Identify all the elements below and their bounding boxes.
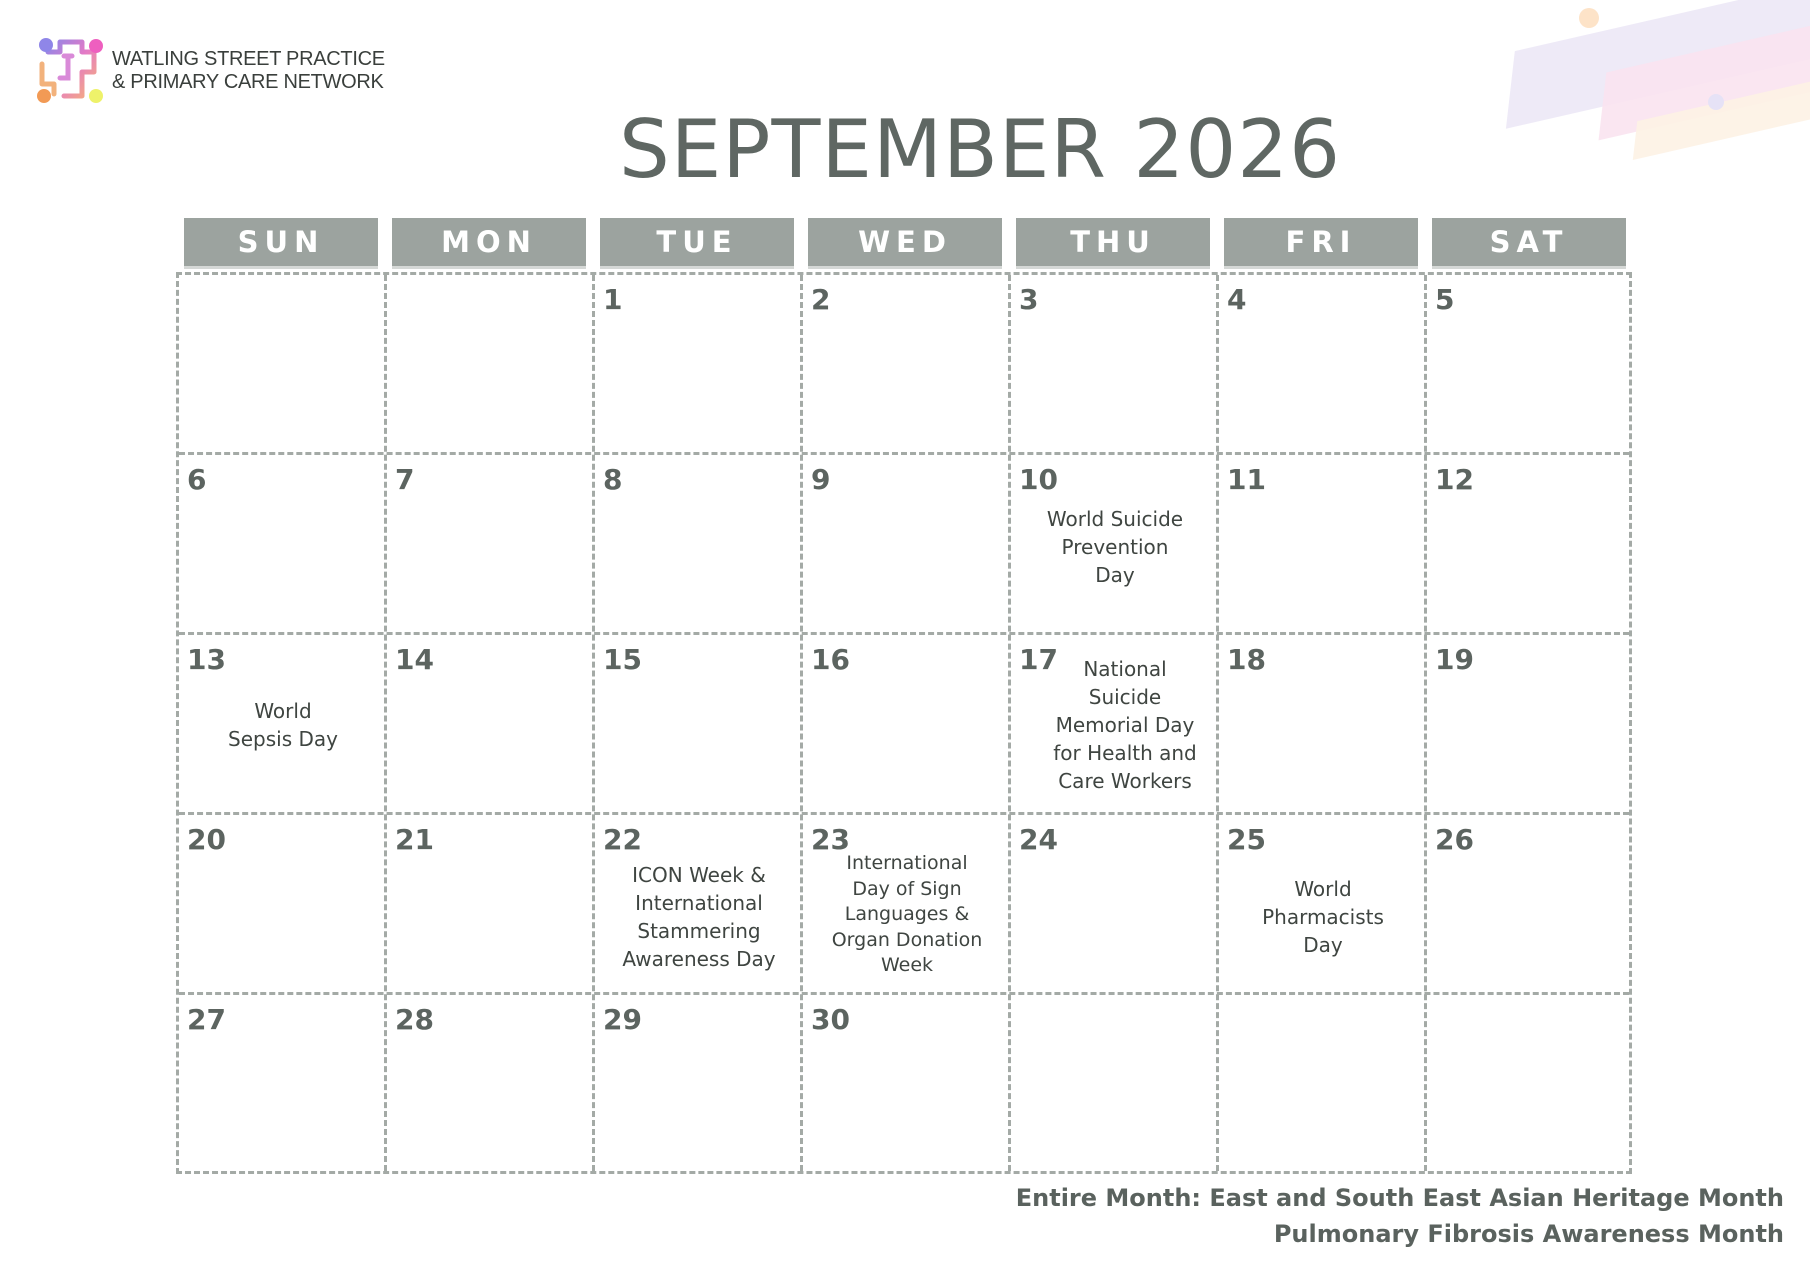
calendar-day-cell [1011,635,1219,815]
practice-name [112,48,385,94]
observance-event: World Suicide Prevention Day [1046,507,1184,587]
day-number: 5 [1435,283,1455,316]
day-number: 29 [603,1003,642,1036]
calendar-day-cell [595,275,803,455]
day-number: 17 [1019,643,1058,676]
logo-cross-icon [34,34,106,108]
day-number: 9 [811,463,831,496]
day-number: 24 [1019,823,1058,856]
calendar-day-cell [1011,455,1219,635]
day-number: 22 [603,823,642,856]
day-number: 7 [395,463,415,496]
day-number: 28 [395,1003,434,1036]
observance-event: National Suicide Memorial Day for Health and Care Workers [1053,657,1197,793]
calendar-day-cell [387,455,595,635]
calendar-day-cell [595,455,803,635]
day-number: 27 [187,1003,226,1036]
calendar-day-cell [179,275,387,455]
calendar-day-cell [803,635,1011,815]
observance-line: Pulmonary Fibrosis Awareness Month [1273,1220,1784,1248]
calendar-day-cell [179,635,387,815]
calendar-day-cell [1427,455,1635,635]
calendar-grid [176,272,1632,1174]
calendar-day-cell [387,635,595,815]
calendar-day-cell [1219,815,1427,995]
calendar-day-cell [1011,275,1219,455]
day-number: 6 [187,463,207,496]
day-number: 25 [1227,823,1266,856]
calendar-day-cell [803,815,1011,995]
practice-name-line2: & PRIMARY CARE NETWORK [112,71,384,93]
observance-event: International Day of Sign Languages & Organ Donation Week [831,852,983,976]
calendar-day-cell [179,455,387,635]
day-number: 30 [811,1003,850,1036]
calendar-day-cell [1427,815,1635,995]
day-number: 20 [187,823,226,856]
calendar-day-cell [387,995,595,1175]
weekday-tue: TUE [600,218,794,269]
calendar-day-cell [179,815,387,995]
day-number: 18 [1227,643,1266,676]
calendar-day-cell [1427,275,1635,455]
day-number: 13 [187,643,226,676]
day-number: 26 [1435,823,1474,856]
day-number: 3 [1019,283,1039,316]
calendar-day-cell [1427,995,1635,1175]
practice-name-line1: WATLING STREET PRACTICE [112,48,385,70]
monthly-observances [1016,1180,1784,1252]
day-number: 11 [1227,463,1266,496]
calendar-day-cell [1219,275,1427,455]
day-number: 23 [811,823,850,856]
weekday-wed: WED [808,218,1002,269]
calendar-day-cell [1011,815,1219,995]
observance-event: World Sepsis Day [228,699,338,751]
calendar-day-cell [1011,995,1219,1175]
calendar-day-cell [803,995,1011,1175]
day-number: 8 [603,463,623,496]
day-number: 21 [395,823,434,856]
weekday-fri: FRI [1224,218,1418,269]
day-number: 16 [811,643,850,676]
day-number: 1 [603,283,623,316]
day-number: 14 [395,643,434,676]
weekday-mon: MON [392,218,586,269]
calendar-day-cell [1219,995,1427,1175]
calendar-day-cell [803,275,1011,455]
practice-logo [34,34,385,108]
weekday-sat: SAT [1432,218,1626,269]
day-number: 19 [1435,643,1474,676]
calendar-day-cell [595,635,803,815]
day-number: 4 [1227,283,1247,316]
observance-line: Entire Month: East and South East Asian Heritage Month [1015,1184,1784,1212]
calendar-day-cell [803,455,1011,635]
calendar-day-cell [387,815,595,995]
weekday-sun: SUN [184,218,378,269]
month-title: SEPTEMBER 2026 [618,103,1342,196]
day-number: 15 [603,643,642,676]
decorative-dot [1579,8,1599,28]
calendar-day-cell [595,995,803,1175]
observance-event: ICON Week & International Stammering Awareness Day [622,863,776,971]
calendar-day-cell [179,995,387,1175]
calendar-day-cell [1427,635,1635,815]
calendar-day-cell [1219,455,1427,635]
day-number: 2 [811,283,831,316]
calendar-day-cell [387,275,595,455]
calendar-day-cell [595,815,803,995]
day-number: 10 [1019,463,1058,496]
weekday-thu: THU [1016,218,1210,269]
calendar-day-cell [1219,635,1427,815]
observance-event: World Pharmacists Day [1262,877,1384,957]
day-number: 12 [1435,463,1474,496]
